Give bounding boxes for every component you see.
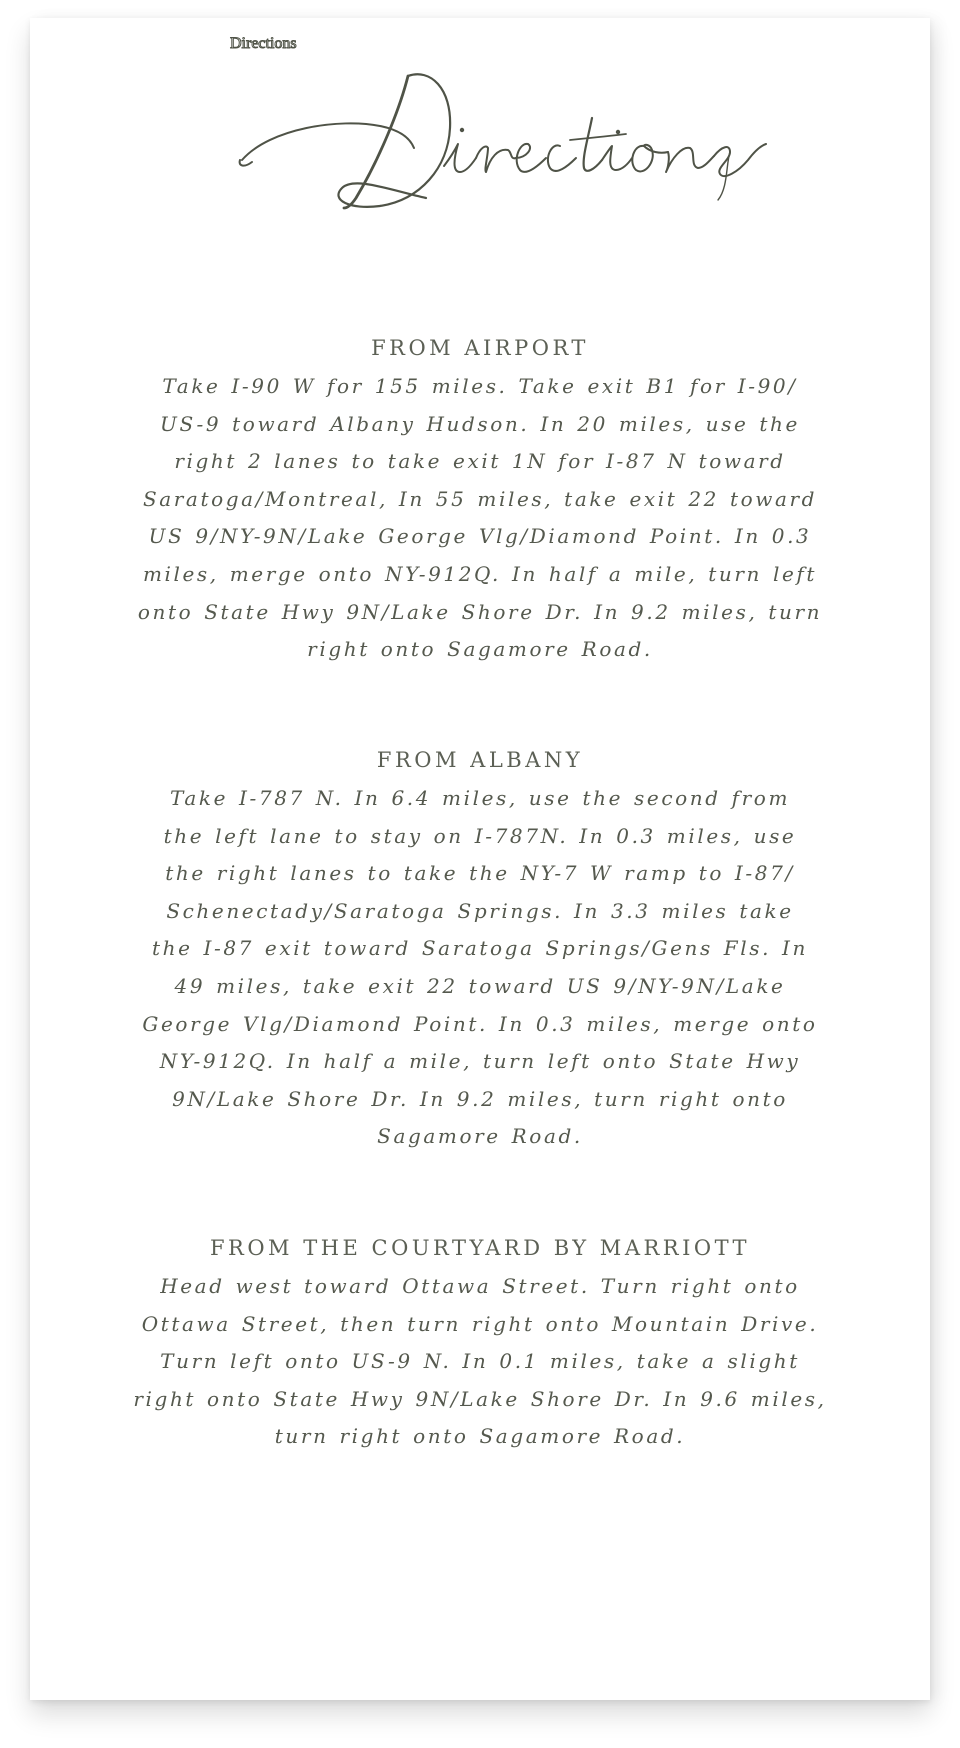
body-line: George Vlg/Diamond Point. In 0.3 miles, merge onto <box>142 1011 818 1036</box>
body-line: Take I-787 N. In 6.4 miles, use the second from <box>169 786 791 810</box>
body-line: Schenectady/Saratoga Springs. In 3.3 miles take <box>166 898 794 923</box>
body-line: Saratoga/Montreal, In 55 miles, take exit 22 toward <box>142 486 818 511</box>
section-body <box>90 1268 870 1456</box>
body-line: Head west toward Ottawa Street. Turn right onto <box>160 1274 800 1298</box>
section-from-albany <box>90 748 870 1156</box>
directions-card <box>30 18 930 1700</box>
body-line: Ottawa Street, then turn right onto Mountain Drive. <box>141 1311 819 1336</box>
body-line: US 9/NY-9N/Lake George Vlg/Diamond Point. In 0.3 <box>148 524 812 549</box>
body-line: US-9 toward Albany Hudson. In 20 miles, use the <box>160 411 800 436</box>
section-from-courtyard-marriott <box>90 1236 870 1456</box>
body-line: 9N/Lake Shore Dr. In 9.2 miles, turn right onto <box>172 1086 788 1111</box>
section-heading: FROM ALBANY <box>376 748 584 772</box>
title-text: Directions <box>230 35 297 52</box>
body-line: Turn left onto US-9 N. In 0.1 miles, take a slight <box>160 1349 800 1374</box>
body-line: Take I-90 W for 155 miles. Take exit B1 for I-90/ <box>162 374 798 398</box>
body-line: the I-87 exit toward Saratoga Springs/Gens Fls. In <box>151 936 809 961</box>
body-line: NY-912Q. In half a mile, turn left onto State Hwy <box>159 1049 801 1074</box>
body-line: the left lane to stay on I-787N. In 0.3 miles, use <box>163 823 797 848</box>
body-line: Sagamore Road. <box>377 1124 583 1149</box>
section-from-airport <box>90 336 870 669</box>
directions-script-title <box>230 35 770 228</box>
section-body <box>90 780 870 1156</box>
body-line: turn right onto Sagamore Road. <box>274 1424 686 1449</box>
body-line: right onto State Hwy 9N/Lake Shore Dr. In 9.6 miles, <box>133 1386 827 1411</box>
body-line: right 2 lanes to take exit 1N for I-87 N toward <box>174 449 786 474</box>
section-heading: FROM AIRPORT <box>371 336 589 360</box>
section-heading: FROM THE COURTYARD BY MARRIOTT <box>209 1236 751 1260</box>
body-line: 49 miles, take exit 22 toward US 9/NY-9N/Lake <box>174 973 786 998</box>
section-body <box>90 368 870 669</box>
body-line: right onto Sagamore Road. <box>307 637 653 662</box>
body-line: the right lanes to take the NY-7 W ramp to I-87/ <box>165 861 795 886</box>
body-line: miles, merge onto NY-912Q. In half a mile, turn left <box>142 561 818 586</box>
body-line: onto State Hwy 9N/Lake Shore Dr. In 9.2 miles, turn <box>137 599 823 624</box>
